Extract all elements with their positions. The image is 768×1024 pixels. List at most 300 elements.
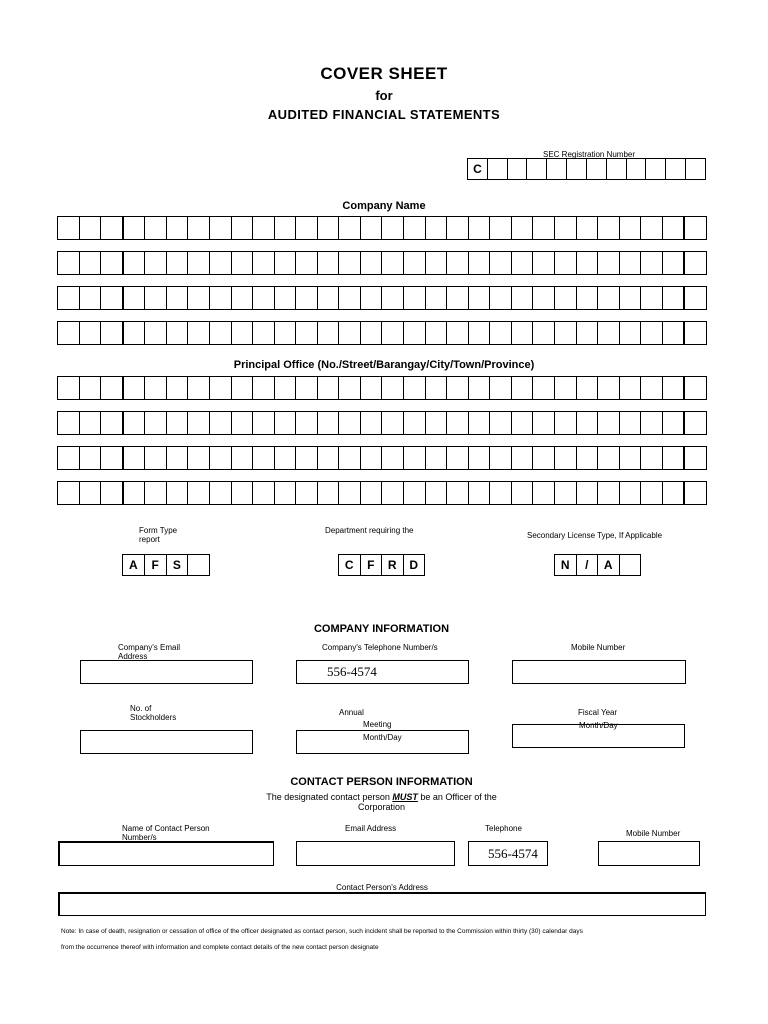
character-box[interactable] <box>339 377 361 399</box>
character-box[interactable] <box>58 377 80 399</box>
character-box[interactable] <box>339 447 361 469</box>
principal-office-label: Principal Office (No./Street/Barangay/City/Town/Province) <box>233 359 535 371</box>
character-box[interactable] <box>685 322 706 344</box>
character-box[interactable] <box>512 482 534 504</box>
character-box[interactable] <box>577 377 599 399</box>
character-box[interactable] <box>232 482 254 504</box>
character-box[interactable] <box>80 482 102 504</box>
character-box[interactable] <box>210 377 232 399</box>
principal-office-row <box>57 411 707 435</box>
character-box[interactable] <box>58 217 80 239</box>
character-box[interactable] <box>577 482 599 504</box>
contact-email-field[interactable] <box>296 841 455 866</box>
form-subtitle-2: AUDITED FINANCIAL STATEMENTS <box>267 107 501 122</box>
character-box[interactable] <box>404 322 426 344</box>
character-box[interactable] <box>404 252 426 274</box>
character-box[interactable] <box>426 482 448 504</box>
character-box[interactable] <box>210 482 232 504</box>
character-box[interactable] <box>533 482 555 504</box>
character-box[interactable] <box>232 252 254 274</box>
character-box[interactable] <box>404 217 426 239</box>
form-type-cell[interactable] <box>188 555 209 575</box>
character-box[interactable] <box>469 322 491 344</box>
character-box[interactable] <box>577 322 599 344</box>
character-box[interactable] <box>58 412 80 434</box>
character-box[interactable] <box>533 287 555 309</box>
character-box[interactable] <box>512 322 534 344</box>
company-telephone-field[interactable] <box>296 660 469 684</box>
character-box[interactable] <box>620 482 642 504</box>
character-box[interactable] <box>663 377 686 399</box>
character-box[interactable] <box>641 447 663 469</box>
character-box[interactable] <box>296 412 318 434</box>
company-name-row <box>57 216 707 240</box>
character-box[interactable] <box>167 412 189 434</box>
character-box[interactable] <box>253 447 275 469</box>
character-box[interactable] <box>210 447 232 469</box>
character-box[interactable] <box>188 252 210 274</box>
character-box[interactable] <box>641 412 663 434</box>
principal-office-row <box>57 376 707 400</box>
character-box[interactable] <box>188 447 210 469</box>
character-box[interactable] <box>275 482 297 504</box>
character-box[interactable] <box>663 322 686 344</box>
character-box[interactable] <box>641 287 663 309</box>
sec-registration-cell[interactable] <box>567 159 587 179</box>
sec-registration-cell[interactable] <box>527 159 547 179</box>
character-box[interactable] <box>124 322 146 344</box>
character-box[interactable] <box>555 252 577 274</box>
character-box[interactable] <box>296 482 318 504</box>
character-box[interactable] <box>533 252 555 274</box>
character-box[interactable] <box>318 377 340 399</box>
company-email-label-line2: Address <box>118 652 148 661</box>
character-box[interactable] <box>555 322 577 344</box>
character-box[interactable] <box>533 412 555 434</box>
character-box[interactable] <box>490 482 512 504</box>
sec-registration-cell[interactable]: C <box>468 159 488 179</box>
contact-mobile-field[interactable] <box>598 841 700 866</box>
character-box[interactable] <box>426 377 448 399</box>
character-box[interactable] <box>210 287 232 309</box>
character-box[interactable] <box>426 217 448 239</box>
character-box[interactable] <box>167 322 189 344</box>
stockholders-field[interactable] <box>80 730 253 754</box>
character-box[interactable] <box>253 287 275 309</box>
character-box[interactable] <box>577 287 599 309</box>
character-box[interactable] <box>469 412 491 434</box>
company-email-label <box>118 643 180 661</box>
contact-name-label-line1: Name of Contact Person <box>122 824 210 833</box>
character-box[interactable] <box>404 482 426 504</box>
character-box[interactable] <box>253 322 275 344</box>
character-box[interactable] <box>685 252 706 274</box>
sec-registration-cell[interactable] <box>587 159 607 179</box>
character-box[interactable] <box>318 322 340 344</box>
character-box[interactable] <box>339 412 361 434</box>
character-box[interactable] <box>101 412 124 434</box>
character-box[interactable] <box>598 482 620 504</box>
company-name-row <box>57 251 707 275</box>
character-box[interactable] <box>685 482 706 504</box>
character-box[interactable] <box>598 322 620 344</box>
department-cell[interactable]: R <box>382 555 404 575</box>
character-box[interactable] <box>361 322 383 344</box>
secondary-license-cell[interactable]: A <box>598 555 620 575</box>
form-type-cell[interactable]: A <box>123 555 145 575</box>
character-box[interactable] <box>58 447 80 469</box>
character-box[interactable] <box>641 377 663 399</box>
character-box[interactable] <box>80 287 102 309</box>
character-box[interactable] <box>253 412 275 434</box>
character-box[interactable] <box>232 412 254 434</box>
character-box[interactable] <box>620 377 642 399</box>
form-type-cell[interactable]: S <box>167 555 189 575</box>
character-box[interactable] <box>232 217 254 239</box>
character-box[interactable] <box>101 217 124 239</box>
sec-registration-cell[interactable] <box>547 159 567 179</box>
character-box[interactable] <box>275 252 297 274</box>
character-box[interactable] <box>124 447 146 469</box>
character-box[interactable] <box>124 377 146 399</box>
character-box[interactable] <box>382 482 404 504</box>
principal-office-grid <box>57 376 707 505</box>
secondary-license-label: Secondary License Type, If Applicable <box>527 531 663 540</box>
character-box[interactable] <box>490 377 512 399</box>
character-box[interactable] <box>426 412 448 434</box>
character-box[interactable] <box>490 217 512 239</box>
character-box[interactable] <box>685 377 706 399</box>
character-box[interactable] <box>101 377 124 399</box>
character-box[interactable] <box>101 252 124 274</box>
character-box[interactable] <box>339 252 361 274</box>
character-box[interactable] <box>512 377 534 399</box>
character-box[interactable] <box>533 377 555 399</box>
character-box[interactable] <box>145 377 167 399</box>
character-box[interactable] <box>555 287 577 309</box>
sec-registration-cell[interactable] <box>686 159 705 179</box>
character-box[interactable] <box>685 287 706 309</box>
character-box[interactable] <box>469 447 491 469</box>
character-box[interactable] <box>167 252 189 274</box>
character-box[interactable] <box>318 482 340 504</box>
character-box[interactable] <box>469 482 491 504</box>
character-box[interactable] <box>555 377 577 399</box>
character-box[interactable] <box>577 412 599 434</box>
character-box[interactable] <box>275 322 297 344</box>
department-cell[interactable]: D <box>409 558 419 572</box>
character-box[interactable] <box>512 217 534 239</box>
annual-meeting-field[interactable] <box>296 730 469 754</box>
note-line-2: from the occurrence thereof with information and complete contact details of the new contact person designate <box>61 944 379 951</box>
character-box[interactable] <box>426 252 448 274</box>
character-box[interactable] <box>145 252 167 274</box>
character-box[interactable] <box>124 412 146 434</box>
character-box[interactable] <box>426 447 448 469</box>
character-box[interactable] <box>382 322 404 344</box>
character-box[interactable] <box>145 412 167 434</box>
character-box[interactable] <box>80 217 102 239</box>
character-box[interactable] <box>296 287 318 309</box>
character-box[interactable] <box>641 217 663 239</box>
character-box[interactable] <box>210 322 232 344</box>
character-box[interactable] <box>80 252 102 274</box>
character-box[interactable] <box>188 287 210 309</box>
character-box[interactable] <box>447 447 469 469</box>
contact-telephone-field[interactable] <box>468 841 548 866</box>
character-box[interactable] <box>167 447 189 469</box>
character-box[interactable] <box>490 447 512 469</box>
character-box[interactable] <box>404 377 426 399</box>
character-box[interactable] <box>404 412 426 434</box>
company-mobile-label: Mobile Number <box>571 643 626 652</box>
character-box[interactable] <box>382 252 404 274</box>
character-box[interactable] <box>296 322 318 344</box>
character-box[interactable] <box>685 217 706 239</box>
character-box[interactable] <box>620 412 642 434</box>
character-box[interactable] <box>124 252 146 274</box>
character-box[interactable] <box>296 217 318 239</box>
character-box[interactable] <box>232 447 254 469</box>
character-box[interactable] <box>253 252 275 274</box>
character-box[interactable] <box>512 252 534 274</box>
character-box[interactable] <box>361 217 383 239</box>
character-box[interactable] <box>641 482 663 504</box>
character-box[interactable] <box>361 482 383 504</box>
character-box[interactable] <box>469 287 491 309</box>
contact-name-field[interactable] <box>58 841 274 866</box>
character-box[interactable] <box>253 377 275 399</box>
character-box[interactable] <box>296 252 318 274</box>
character-box[interactable] <box>426 322 448 344</box>
character-box[interactable] <box>210 252 232 274</box>
sec-registration-cell[interactable] <box>607 159 627 179</box>
character-box[interactable] <box>275 447 297 469</box>
contact-email-label: Email Address <box>345 824 397 833</box>
character-box[interactable] <box>620 287 642 309</box>
character-box[interactable] <box>598 252 620 274</box>
character-box[interactable] <box>663 482 686 504</box>
character-box[interactable] <box>447 217 469 239</box>
character-box[interactable] <box>512 287 534 309</box>
character-box[interactable] <box>188 217 210 239</box>
company-name-row <box>57 321 707 345</box>
character-box[interactable] <box>533 217 555 239</box>
character-box[interactable] <box>685 447 706 469</box>
character-box[interactable] <box>361 252 383 274</box>
character-box[interactable] <box>598 447 620 469</box>
secondary-license-cell[interactable]: N <box>555 555 577 575</box>
character-box[interactable] <box>620 322 642 344</box>
character-box[interactable] <box>275 217 297 239</box>
character-box[interactable] <box>533 322 555 344</box>
character-box[interactable] <box>145 217 167 239</box>
form-type-cell[interactable]: F <box>145 555 167 575</box>
department-boxes <box>338 554 425 576</box>
company-name-grid <box>57 216 707 345</box>
character-box[interactable] <box>490 287 512 309</box>
character-box[interactable] <box>101 287 124 309</box>
character-box[interactable] <box>275 377 297 399</box>
character-box[interactable] <box>58 482 80 504</box>
character-box[interactable] <box>447 252 469 274</box>
department-cell[interactable]: C <box>339 555 361 575</box>
character-box[interactable] <box>447 322 469 344</box>
character-box[interactable] <box>58 322 80 344</box>
character-box[interactable] <box>80 447 102 469</box>
character-box[interactable] <box>232 322 254 344</box>
character-box[interactable] <box>145 447 167 469</box>
secondary-license-cell[interactable] <box>620 555 641 575</box>
character-box[interactable] <box>339 322 361 344</box>
character-box[interactable] <box>253 217 275 239</box>
character-box[interactable] <box>145 322 167 344</box>
character-box[interactable] <box>490 252 512 274</box>
character-box[interactable] <box>598 287 620 309</box>
character-box[interactable] <box>490 322 512 344</box>
character-box[interactable] <box>253 482 275 504</box>
character-box[interactable] <box>663 287 686 309</box>
character-box[interactable] <box>577 447 599 469</box>
character-box[interactable] <box>447 377 469 399</box>
fiscal-year-label: Fiscal Year <box>578 708 618 717</box>
character-box[interactable] <box>318 287 340 309</box>
character-box[interactable] <box>101 482 124 504</box>
character-box[interactable] <box>361 412 383 434</box>
character-box[interactable] <box>188 482 210 504</box>
character-box[interactable] <box>232 377 254 399</box>
character-box[interactable] <box>275 287 297 309</box>
character-box[interactable] <box>232 287 254 309</box>
character-box[interactable] <box>124 287 146 309</box>
character-box[interactable] <box>167 217 189 239</box>
character-box[interactable] <box>188 322 210 344</box>
character-box[interactable] <box>101 322 124 344</box>
character-box[interactable] <box>490 412 512 434</box>
character-box[interactable] <box>80 322 102 344</box>
meeting-label: Meeting <box>363 720 392 729</box>
character-box[interactable] <box>555 217 577 239</box>
character-box[interactable] <box>598 217 620 239</box>
sec-registration-cell[interactable] <box>488 159 508 179</box>
character-box[interactable] <box>577 217 599 239</box>
character-box[interactable] <box>447 287 469 309</box>
character-box[interactable] <box>188 377 210 399</box>
character-box[interactable] <box>58 287 80 309</box>
character-box[interactable] <box>210 412 232 434</box>
character-box[interactable] <box>382 217 404 239</box>
character-box[interactable] <box>80 412 102 434</box>
character-box[interactable] <box>167 377 189 399</box>
character-box[interactable] <box>361 377 383 399</box>
character-box[interactable] <box>382 377 404 399</box>
character-box[interactable] <box>145 287 167 309</box>
character-box[interactable] <box>512 447 534 469</box>
character-box[interactable] <box>318 412 340 434</box>
character-box[interactable] <box>80 377 102 399</box>
character-box[interactable] <box>339 287 361 309</box>
company-mobile-field[interactable] <box>512 660 686 684</box>
character-box[interactable] <box>361 447 383 469</box>
character-box[interactable] <box>210 217 232 239</box>
character-box[interactable] <box>318 447 340 469</box>
character-box[interactable] <box>469 377 491 399</box>
character-box[interactable] <box>447 412 469 434</box>
contact-address-field[interactable] <box>58 892 706 916</box>
character-box[interactable] <box>533 447 555 469</box>
principal-office-row <box>57 481 707 505</box>
character-box[interactable] <box>275 412 297 434</box>
character-box[interactable] <box>318 217 340 239</box>
character-box[interactable] <box>382 412 404 434</box>
character-box[interactable] <box>469 252 491 274</box>
character-box[interactable] <box>188 412 210 434</box>
character-box[interactable] <box>296 377 318 399</box>
character-box[interactable] <box>382 447 404 469</box>
character-box[interactable] <box>620 217 642 239</box>
character-box[interactable] <box>620 447 642 469</box>
contact-telephone-label: Telephone <box>485 824 522 833</box>
character-box[interactable] <box>663 412 686 434</box>
character-box[interactable] <box>426 287 448 309</box>
company-email-field[interactable] <box>80 660 253 684</box>
character-box[interactable] <box>124 217 146 239</box>
sec-registration-cell[interactable] <box>627 159 647 179</box>
character-box[interactable] <box>577 252 599 274</box>
character-box[interactable] <box>663 217 686 239</box>
character-box[interactable] <box>555 412 577 434</box>
character-box[interactable] <box>296 447 318 469</box>
character-box[interactable] <box>318 252 340 274</box>
secondary-license-cell[interactable]: / <box>577 555 599 575</box>
sec-registration-cell[interactable] <box>646 159 666 179</box>
character-box[interactable] <box>361 287 383 309</box>
character-box[interactable] <box>598 377 620 399</box>
character-box[interactable] <box>598 412 620 434</box>
character-box[interactable] <box>101 447 124 469</box>
character-box[interactable] <box>663 252 686 274</box>
fiscal-year-field[interactable] <box>512 721 685 748</box>
character-box[interactable] <box>555 447 577 469</box>
character-box[interactable] <box>404 287 426 309</box>
character-box[interactable] <box>641 322 663 344</box>
sec-registration-cell[interactable] <box>666 159 686 179</box>
character-box[interactable] <box>145 482 167 504</box>
character-box[interactable] <box>382 287 404 309</box>
character-box[interactable] <box>469 217 491 239</box>
contact-person-description <box>0 792 763 812</box>
character-box[interactable] <box>620 252 642 274</box>
department-cell[interactable]: F <box>361 555 383 575</box>
character-box[interactable] <box>167 287 189 309</box>
character-box[interactable] <box>447 482 469 504</box>
character-box[interactable] <box>339 217 361 239</box>
contact-mobile-label: Mobile Number <box>626 829 681 838</box>
character-box[interactable] <box>555 482 577 504</box>
character-box[interactable] <box>641 252 663 274</box>
character-box[interactable] <box>124 482 146 504</box>
description-text-after: be an Officer of the <box>417 792 497 802</box>
character-box[interactable] <box>685 412 706 434</box>
character-box[interactable] <box>167 482 189 504</box>
sec-registration-cell[interactable] <box>508 159 528 179</box>
character-box[interactable] <box>663 447 686 469</box>
character-box[interactable] <box>58 252 80 274</box>
department-label: Department requiring the <box>325 526 414 535</box>
character-box[interactable] <box>339 482 361 504</box>
character-box[interactable] <box>512 412 534 434</box>
character-box[interactable] <box>404 447 426 469</box>
